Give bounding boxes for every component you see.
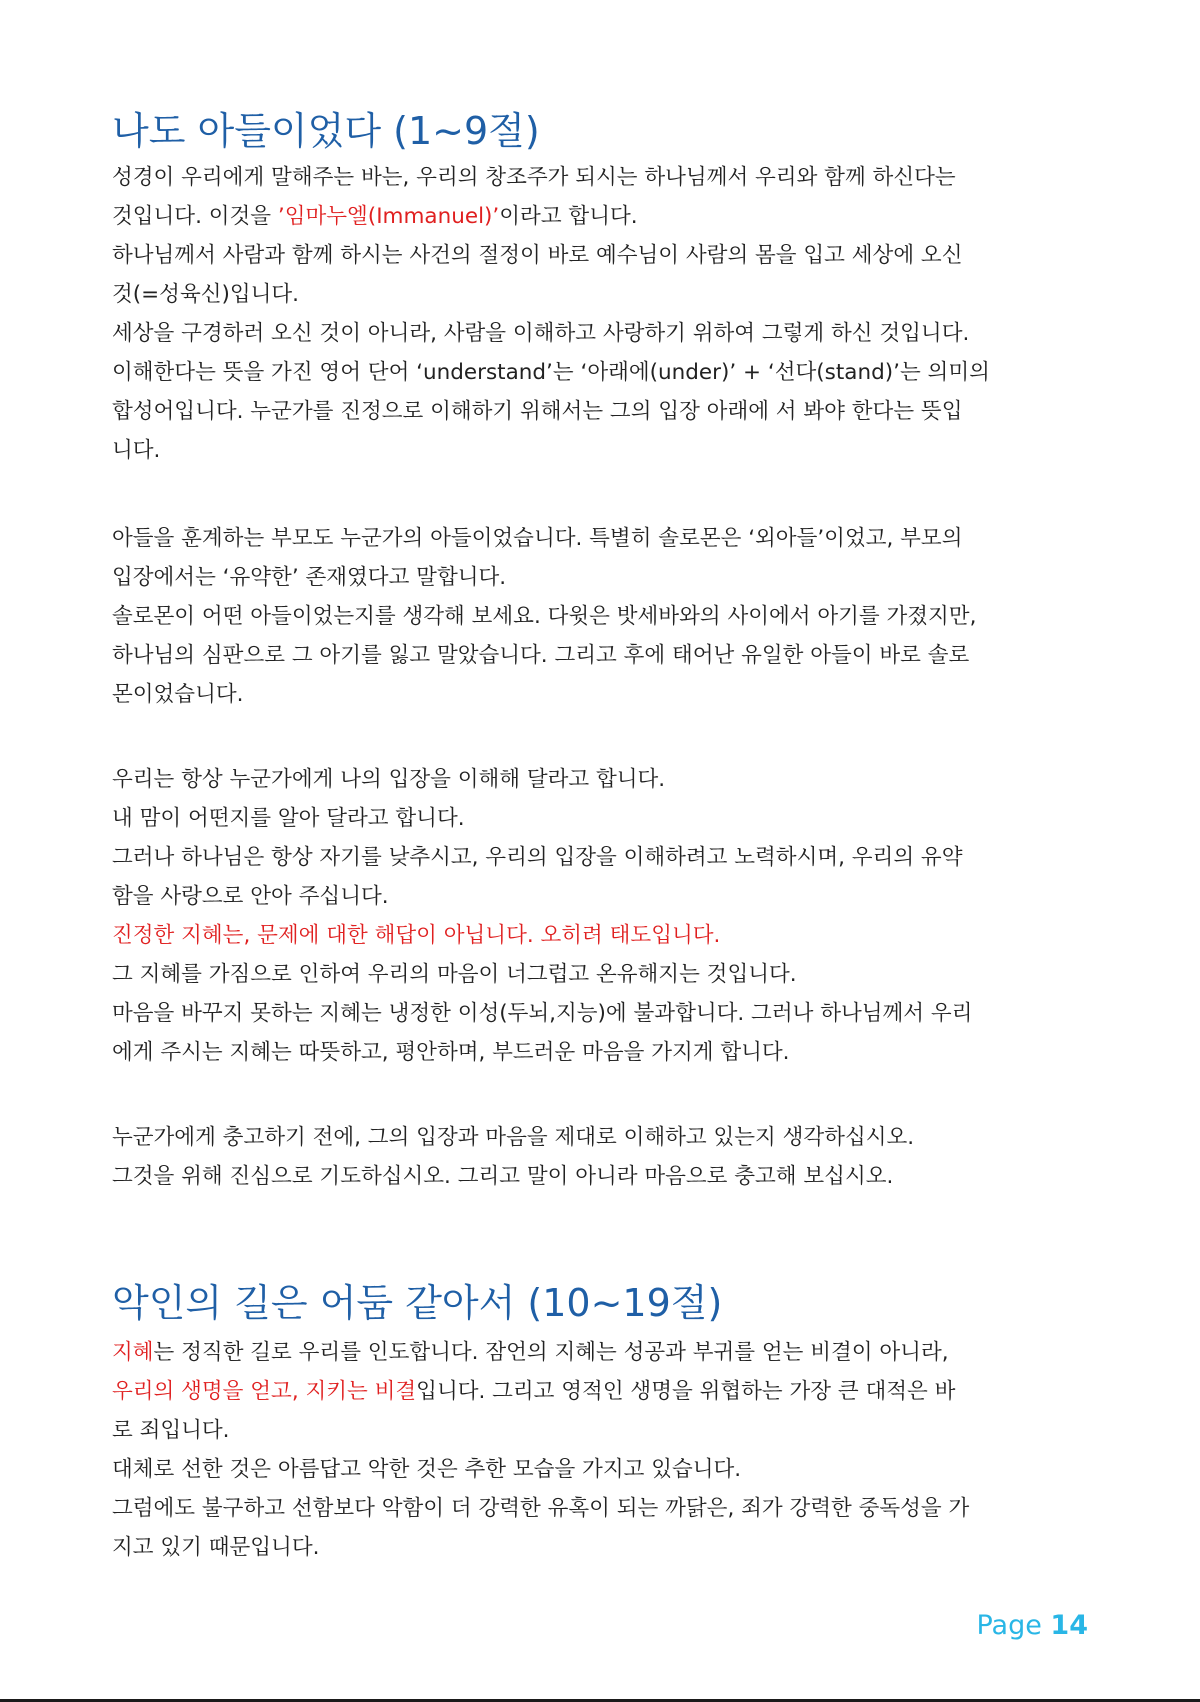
s1-line-2: 것입니다. 이것을 ’임마누엘(Immanuel)’이라고 합니다. [112,204,638,229]
s1-line-13: 몬이었습니다. [112,682,244,707]
s1-line-4: 것(=성육신)입니다. [112,282,300,307]
s1-line-9: 아들을 훈계하는 부모도 누군가의 아들이었습니다. 특별히 솔로몬은 ‘외아들’이었고, 부모의 [112,526,963,551]
s2-line-5: 그럼에도 불구하고 선함보다 악함이 더 강력한 유혹이 되는 까닭은, 죄가 강력한 중독성을 가 [112,1496,970,1521]
section-1-title: 나도 아들이었다 (1~9절) [112,109,540,153]
immanuel-highlight: ’임마누엘(Immanuel)’ [277,204,500,229]
s1-line-19: 그 지혜를 가짐으로 인하여 우리의 마음이 너그럽고 온유해지는 것입니다. [112,962,797,987]
s1-line-7: 합성어입니다. 누군가를 진정으로 이해하기 위해서는 그의 입장 아래에 서 봐야 한다는 뜻입 [112,399,963,424]
s1-line-22: 누군가에게 충고하기 전에, 그의 입장과 마음을 제대로 이해하고 있는지 생각하십시오. [112,1125,915,1150]
s1-line-8: 니다. [112,438,161,463]
s1-line-6: 이해한다는 뜻을 가진 영어 단어 ‘understand’는 ‘아래에(under)’ + ‘선다(stand)’는 의미의 [112,360,990,385]
s1-line-5: 세상을 구경하러 오신 것이 아니라, 사람을 이해하고 사랑하기 위하여 그렇게 하신 것입니다. [112,321,970,346]
life-secret-highlight: 우리의 생명을 얻고, 지키는 비결 [112,1379,417,1404]
s2-line-4: 대체로 선한 것은 아름답고 악한 것은 추한 모습을 가지고 있습니다. [112,1457,742,1482]
s1-line-18 [112,916,720,955]
s1-line-1: 성경이 우리에게 말해주는 바는, 우리의 창조주가 되시는 하나님께서 우리와 함께 하신다는 [112,165,956,190]
page-number: Page 14 [976,1610,1088,1641]
wisdom-word-highlight: 지혜 [112,1340,154,1365]
s1-line-11: 솔로몬이 어떤 아들이었는지를 생각해 보세요. 다윗은 밧세바와의 사이에서 아기를 가졌지만, [112,604,977,629]
s1-line-15: 내 맘이 어떤지를 알아 달라고 합니다. [112,806,465,831]
s1-line-21: 에게 주시는 지혜는 따뜻하고, 평안하며, 부드러운 마음을 가지게 합니다. [112,1040,790,1065]
section-2-title: 악인의 길은 어둠 같아서 (10~19절) [112,1281,723,1325]
s1-line-14: 우리는 항상 누군가에게 나의 입장을 이해해 달라고 합니다. [112,767,666,792]
s2-line-6: 지고 있기 때문입니다. [112,1535,320,1560]
s1-line-16: 그러나 하나님은 항상 자기를 낮추시고, 우리의 입장을 이해하려고 노력하시며, 우리의 유약 [112,845,963,870]
s1-line-10: 입장에서는 ‘유약한’ 존재였다고 말합니다. [112,565,507,590]
s2-line-3: 로 죄입니다. [112,1418,230,1443]
s1-line-17: 함을 사랑으로 안아 주십니다. [112,884,389,909]
s1-line-23: 그것을 위해 진심으로 기도하십시오. 그리고 말이 아니라 마음으로 충고해 보십시오. [112,1164,894,1189]
s2-line-2: 우리의 생명을 얻고, 지키는 비결입니다. 그리고 영적인 생명을 위협하는 가장 큰 대적은 바 [112,1379,956,1404]
s1-line-20: 마음을 바꾸지 못하는 지혜는 냉정한 이성(두뇌,지능)에 불과합니다. 그러나 하나님께서 우리 [112,1001,973,1026]
s2-line-1: 지혜는 정직한 길로 우리를 인도합니다. 잠언의 지혜는 성공과 부귀를 얻는 비결이 아니라, [112,1340,949,1365]
s1-line-12: 하나님의 심판으로 그 아기를 잃고 말았습니다. 그리고 후에 태어난 유일한 아들이 바로 솔로 [112,643,970,668]
wisdom-statement-highlight: 진정한 지혜는, 문제에 대한 해답이 아닙니다. 오히려 태도입니다. [112,923,721,948]
s1-line-3: 하나님께서 사람과 함께 하시는 사건의 절정이 바로 예수님이 사람의 몸을 입고 세상에 오신 [112,243,963,268]
